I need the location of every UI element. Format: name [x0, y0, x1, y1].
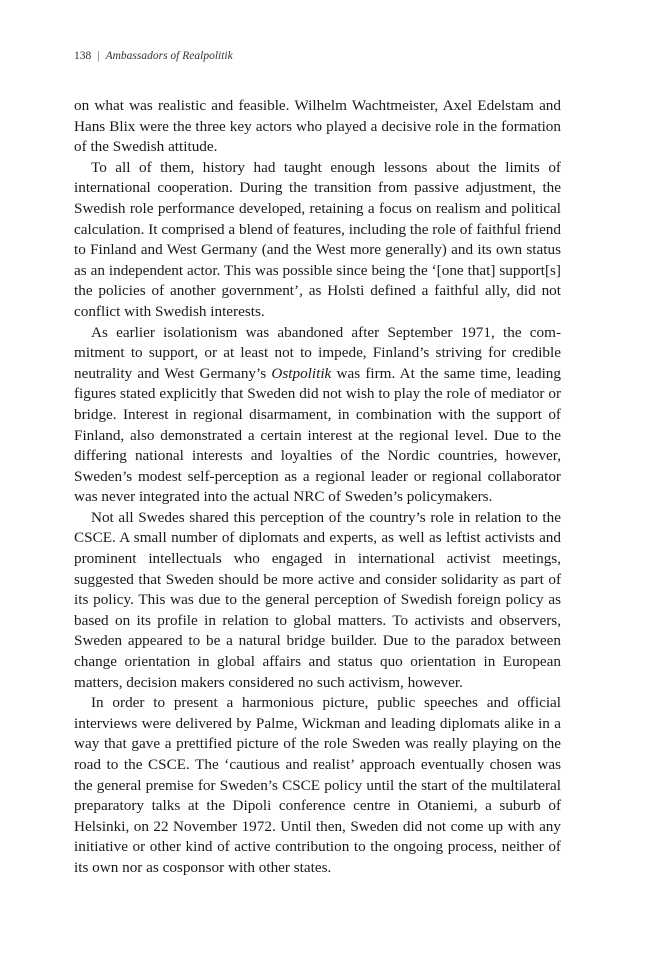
paragraph-2: To all of them, history had taught enough lessons about the limits of international cooperation. During the transition from passive adjustment, the Swedish role performance developed, retaining a focus on realism and political calculation. It comprised a blend of features, including the role of faithful friend to Finland and West Germany (and the West more generally) and its own status as an independent actor. This was possible since being the ‘[one that] support[s] the policies of another government’, as Holsti defined a faithful ally, did not conflict with Swedish interests. — [74, 158, 561, 320]
header-separator: | — [97, 50, 100, 62]
book-title: Ambassadors of Realpolitik — [105, 50, 233, 62]
paragraph-3 — [74, 323, 561, 508]
body-text — [74, 96, 561, 879]
page-number: 138 — [74, 50, 92, 62]
paragraph-1: on what was realistic and feasible. Wilhelm Wachtmeister, Axel Edelstam and Hans Blix were the three key actors who played a decisive role in the formation of the Swedish attitude. — [74, 97, 561, 156]
paragraph-3-part-1: As earlier isolationism was abandoned after September 1971, the commitment to support, or at least not to impede, Finland’s striving for credible neutrality and West Germany’s — [74, 323, 561, 382]
ostpolitik-term: Ostpolitik — [271, 364, 332, 382]
running-head — [74, 50, 233, 62]
paragraph-4: Not all Swedes shared this perception of the country’s role in relation to the CSCE. A small number of diplomats and experts, as well as leftist activists and prominent intellectuals who engaged in international activist meetings, suggested that Sweden should be more active and consider solidarity as part of its policy. This was due to the general perception of Swedish foreign policy as based on its profile in relation to global matters. To activists and observers, Sweden appeared to be a natural bridge builder. Due to the paradox between change orientation in global affairs and status quo orientation in European matters, decision makers considered no such activism, however. — [74, 508, 561, 691]
paragraph-3-part-2: was firm. At the same time, leading figures stated explicitly that Sweden did not wish to play the role of mediator or bridge. Interest in regional disarmament, in combination with the support of Finland, also demonstrated a certain interest at the regional level. Due to the differing national interests and loyalties of the Nordic countries, however, Sweden’s modest self-perception as a regional leader or regional collaborator was never integrated into the actual NRC of Sweden’s policymakers. — [74, 364, 561, 506]
paragraph-5: In order to present a harmonious picture, public speeches and official interviews were delivered by Palme, Wickman and leading diplomats alike in a way that gave a prettified picture of the role Sweden was really playing on the road to the CSCE. The ‘cautious and realist’ approach eventually chosen was the general premise for Sweden’s CSCE policy until the start of the multilateral preparatory talks at the Dipoli conference centre in Otaniemi, a suburb of Helsinki, on 22 November 1972. Until then, Sweden did not come up with any initiative or other kind of active contribution to the ongoing process, neither of its own nor as cosponsor with other states. — [74, 694, 561, 876]
